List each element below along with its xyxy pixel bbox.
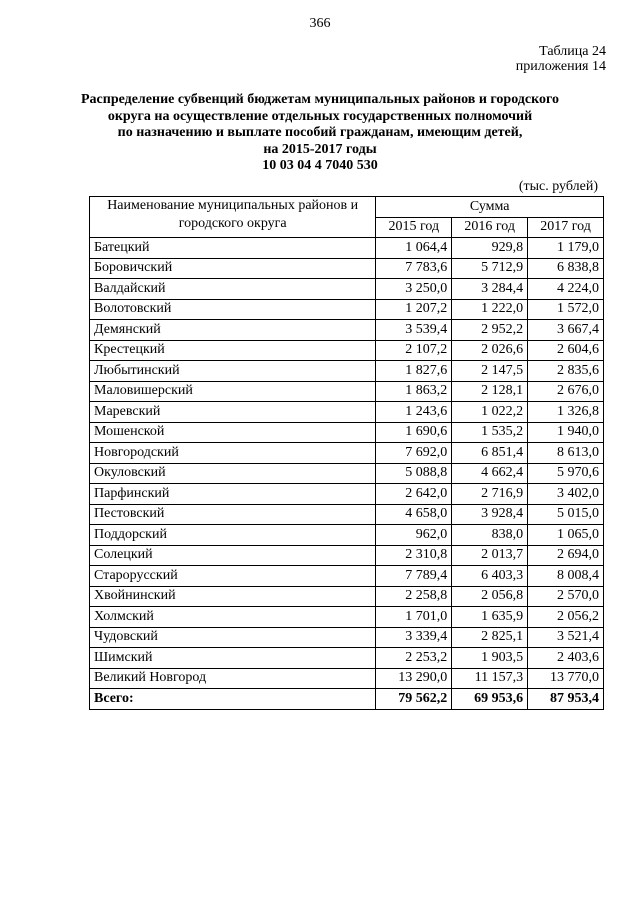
value-2017-cell: 2 676,0 bbox=[528, 381, 604, 402]
value-2015-cell: 1 243,6 bbox=[376, 402, 452, 423]
table-row bbox=[90, 402, 604, 423]
table-row bbox=[90, 340, 604, 361]
value-2017-cell: 6 838,8 bbox=[528, 258, 604, 279]
district-name-cell: Мошенской bbox=[90, 422, 376, 443]
district-name-cell: Любытинский bbox=[90, 361, 376, 382]
value-2017-cell: 2 835,6 bbox=[528, 361, 604, 382]
table-row bbox=[90, 258, 604, 279]
column-header-year: 2016 год bbox=[452, 217, 528, 238]
table-row bbox=[90, 607, 604, 628]
value-2015-cell: 5 088,8 bbox=[376, 463, 452, 484]
page-number: 366 bbox=[309, 16, 331, 31]
table-row bbox=[90, 299, 604, 320]
value-2016-cell: 3 928,4 bbox=[452, 504, 528, 525]
value-2015-cell: 3 250,0 bbox=[376, 279, 452, 300]
total-row bbox=[90, 689, 604, 710]
value-2016-cell: 6 403,3 bbox=[452, 566, 528, 587]
value-2017-cell: 2 403,6 bbox=[528, 648, 604, 669]
value-2015-cell: 1 827,6 bbox=[376, 361, 452, 382]
district-name-cell: Демянский bbox=[90, 320, 376, 341]
value-2015-cell: 3 339,4 bbox=[376, 627, 452, 648]
value-2017-cell: 13 770,0 bbox=[528, 668, 604, 689]
district-name-cell: Окуловский bbox=[90, 463, 376, 484]
value-2017-cell: 1 940,0 bbox=[528, 422, 604, 443]
district-name-cell: Валдайский bbox=[90, 279, 376, 300]
value-2017-cell: 2 056,2 bbox=[528, 607, 604, 628]
table-number: Таблица 24 bbox=[539, 44, 606, 59]
value-2016-cell: 2 056,8 bbox=[452, 586, 528, 607]
value-2015-cell: 2 258,8 bbox=[376, 586, 452, 607]
subvention-table bbox=[89, 196, 604, 710]
value-2015-cell: 7 789,4 bbox=[376, 566, 452, 587]
district-name-cell: Парфинский bbox=[90, 484, 376, 505]
value-2015-cell: 7 783,6 bbox=[376, 258, 452, 279]
district-name-cell: Старорусский bbox=[90, 566, 376, 587]
value-2015-cell: 1 690,6 bbox=[376, 422, 452, 443]
value-2016-cell: 2 716,9 bbox=[452, 484, 528, 505]
column-header-name: Наименование муниципальных районов и городского округа bbox=[90, 197, 376, 238]
value-2017-cell: 3 402,0 bbox=[528, 484, 604, 505]
value-2015-cell: 2 107,2 bbox=[376, 340, 452, 361]
district-name-cell: Маревский bbox=[90, 402, 376, 423]
table-row bbox=[90, 443, 604, 464]
table-row bbox=[90, 361, 604, 382]
value-2016-cell: 1 022,2 bbox=[452, 402, 528, 423]
district-name-cell: Чудовский bbox=[90, 627, 376, 648]
total-label-cell: Всего: bbox=[90, 689, 376, 710]
district-name-cell: Крестецкий bbox=[90, 340, 376, 361]
value-2016-cell: 3 284,4 bbox=[452, 279, 528, 300]
table-row bbox=[90, 545, 604, 566]
appendix-number: приложения 14 bbox=[515, 59, 606, 74]
table-row bbox=[90, 627, 604, 648]
table-body bbox=[90, 238, 604, 710]
value-2017-cell: 3 521,4 bbox=[528, 627, 604, 648]
total-value-cell: 79 562,2 bbox=[376, 689, 452, 710]
value-2015-cell: 7 692,0 bbox=[376, 443, 452, 464]
value-2016-cell: 2 825,1 bbox=[452, 627, 528, 648]
value-2015-cell: 2 253,2 bbox=[376, 648, 452, 669]
value-2016-cell: 2 026,6 bbox=[452, 340, 528, 361]
table-row bbox=[90, 238, 604, 259]
table-row bbox=[90, 586, 604, 607]
district-name-cell: Поддорский bbox=[90, 525, 376, 546]
title-line: по назначению и выплате пособий гражданам, имеющим детей, bbox=[117, 125, 523, 140]
value-2016-cell: 5 712,9 bbox=[452, 258, 528, 279]
title-line: на 2015-2017 годы bbox=[263, 141, 377, 157]
value-2017-cell: 1 065,0 bbox=[528, 525, 604, 546]
value-2017-cell: 2 570,0 bbox=[528, 586, 604, 607]
value-2015-cell: 2 642,0 bbox=[376, 484, 452, 505]
value-2017-cell: 5 015,0 bbox=[528, 504, 604, 525]
value-2015-cell: 13 290,0 bbox=[376, 668, 452, 689]
value-2015-cell: 2 310,8 bbox=[376, 545, 452, 566]
value-2017-cell: 2 604,6 bbox=[528, 340, 604, 361]
table-row bbox=[90, 381, 604, 402]
table-row bbox=[90, 566, 604, 587]
value-2017-cell: 4 224,0 bbox=[528, 279, 604, 300]
value-2017-cell: 3 667,4 bbox=[528, 320, 604, 341]
value-2016-cell: 2 952,2 bbox=[452, 320, 528, 341]
district-name-cell: Боровичский bbox=[90, 258, 376, 279]
total-value-cell: 87 953,4 bbox=[528, 689, 604, 710]
value-2016-cell: 1 903,5 bbox=[452, 648, 528, 669]
value-2016-cell: 2 013,7 bbox=[452, 545, 528, 566]
value-2015-cell: 962,0 bbox=[376, 525, 452, 546]
budget-code: 10 03 04 4 7040 530 bbox=[262, 158, 378, 173]
district-name-cell: Волотовский bbox=[90, 299, 376, 320]
value-2016-cell: 929,8 bbox=[452, 238, 528, 259]
value-2017-cell: 1 326,8 bbox=[528, 402, 604, 423]
district-name-cell: Новгородский bbox=[90, 443, 376, 464]
value-2015-cell: 1 863,2 bbox=[376, 381, 452, 402]
total-value-cell: 69 953,6 bbox=[452, 689, 528, 710]
value-2016-cell: 6 851,4 bbox=[452, 443, 528, 464]
value-2016-cell: 4 662,4 bbox=[452, 463, 528, 484]
header-row bbox=[90, 197, 604, 218]
title-line: Распределение субвенций бюджетам муниципальных районов и городского bbox=[80, 92, 559, 107]
value-2016-cell: 1 635,9 bbox=[452, 607, 528, 628]
district-name-cell: Солецкий bbox=[90, 545, 376, 566]
table-row bbox=[90, 484, 604, 505]
units-label: (тыс. рублей) bbox=[518, 179, 598, 194]
value-2016-cell: 2 128,1 bbox=[452, 381, 528, 402]
value-2016-cell: 1 535,2 bbox=[452, 422, 528, 443]
value-2016-cell: 838,0 bbox=[452, 525, 528, 546]
title-line: округа на осуществление отдельных государственных полномочий bbox=[107, 108, 533, 124]
table-row bbox=[90, 668, 604, 689]
column-header-year: 2015 год bbox=[376, 217, 452, 238]
table-row bbox=[90, 422, 604, 443]
column-header-sum: Сумма bbox=[376, 197, 604, 218]
value-2017-cell: 8 008,4 bbox=[528, 566, 604, 587]
value-2015-cell: 1 207,2 bbox=[376, 299, 452, 320]
value-2016-cell: 2 147,5 bbox=[452, 361, 528, 382]
value-2015-cell: 3 539,4 bbox=[376, 320, 452, 341]
value-2016-cell: 11 157,3 bbox=[452, 668, 528, 689]
table-row bbox=[90, 504, 604, 525]
district-name-cell: Великий Новгород bbox=[90, 668, 376, 689]
value-2015-cell: 1 064,4 bbox=[376, 238, 452, 259]
value-2015-cell: 4 658,0 bbox=[376, 504, 452, 525]
district-name-cell: Батецкий bbox=[90, 238, 376, 259]
value-2016-cell: 1 222,0 bbox=[452, 299, 528, 320]
district-name-cell: Шимский bbox=[90, 648, 376, 669]
value-2015-cell: 1 701,0 bbox=[376, 607, 452, 628]
table-row bbox=[90, 525, 604, 546]
table-row bbox=[90, 279, 604, 300]
document-title bbox=[60, 92, 580, 175]
value-2017-cell: 1 572,0 bbox=[528, 299, 604, 320]
district-name-cell: Хвойнинский bbox=[90, 586, 376, 607]
district-name-cell: Маловишерский bbox=[90, 381, 376, 402]
column-header-year: 2017 год bbox=[528, 217, 604, 238]
district-name-cell: Пестовский bbox=[90, 504, 376, 525]
value-2017-cell: 5 970,6 bbox=[528, 463, 604, 484]
table-reference bbox=[516, 44, 606, 74]
table-row bbox=[90, 320, 604, 341]
value-2017-cell: 8 613,0 bbox=[528, 443, 604, 464]
value-2017-cell: 1 179,0 bbox=[528, 238, 604, 259]
table-row bbox=[90, 648, 604, 669]
value-2017-cell: 2 694,0 bbox=[528, 545, 604, 566]
district-name-cell: Холмский bbox=[90, 607, 376, 628]
table-row bbox=[90, 463, 604, 484]
